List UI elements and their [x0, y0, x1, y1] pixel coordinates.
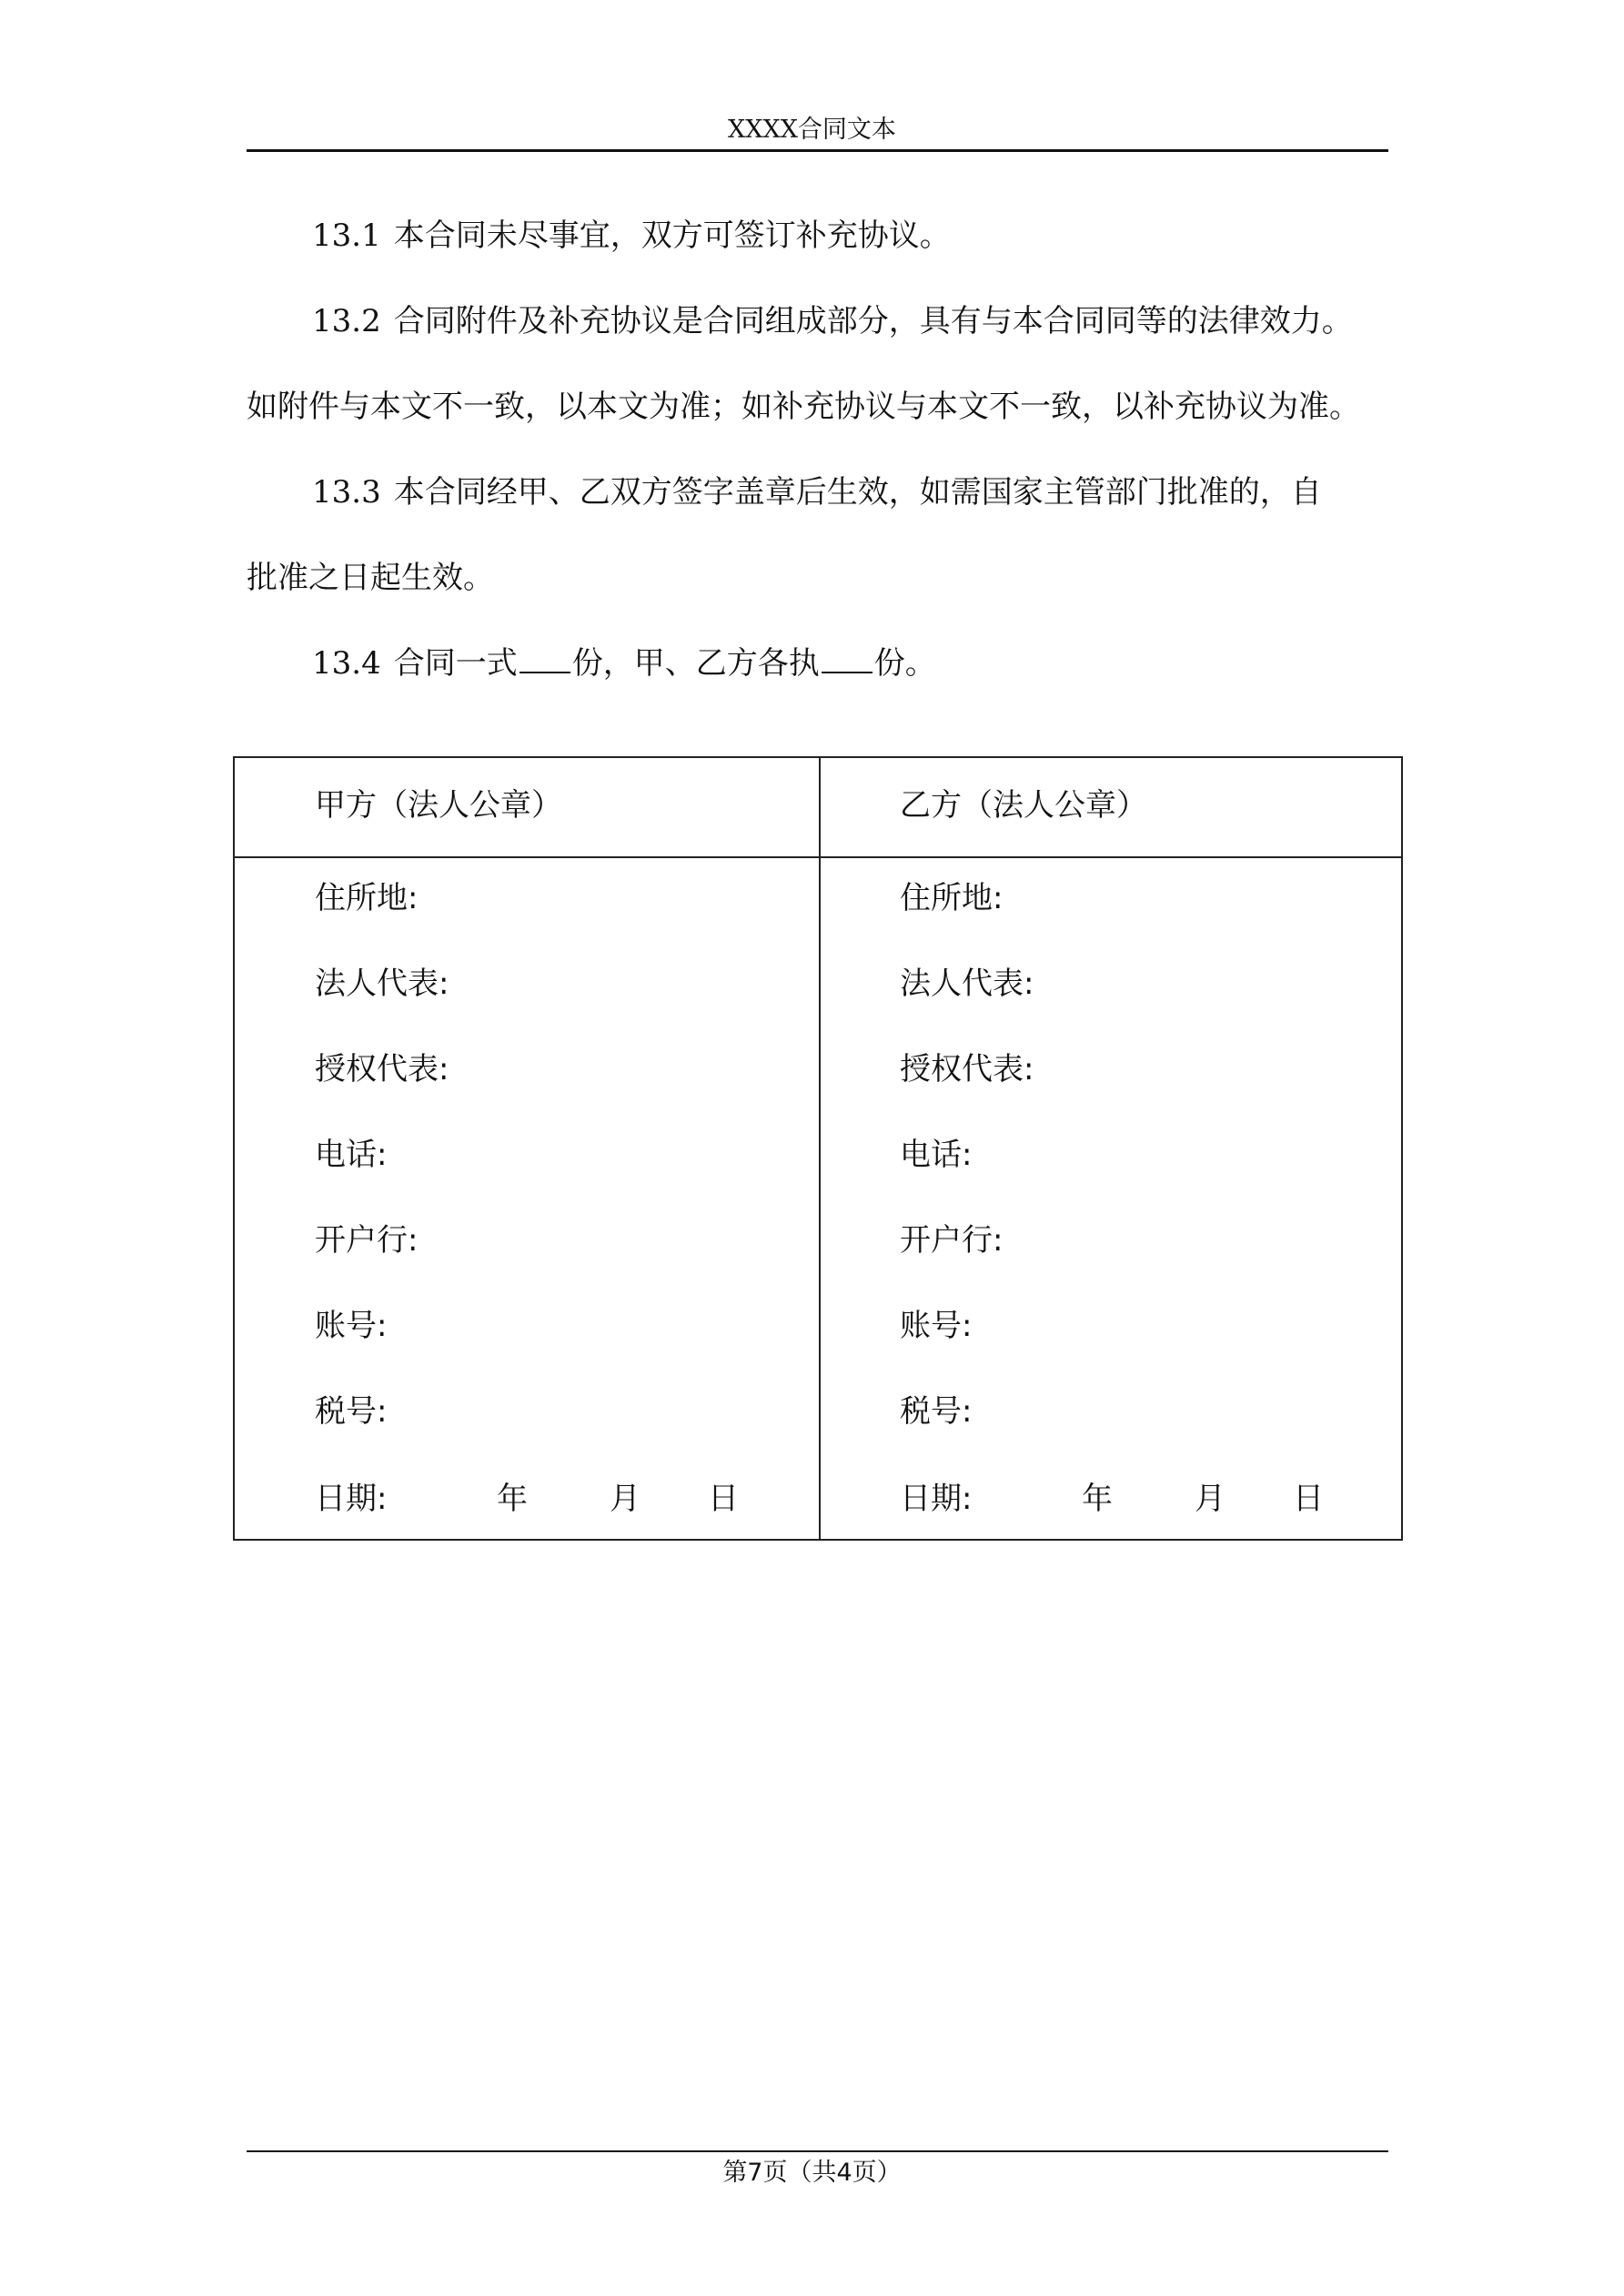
table-column-divider — [819, 758, 821, 1539]
clause-number: 13.3 — [312, 474, 381, 511]
clause-number: 13.1 — [312, 217, 381, 254]
clause-text: 合同一式 — [393, 645, 518, 682]
party-b-date-year: 年 — [1082, 1481, 1113, 1517]
party-b-account-label: 账号: — [900, 1308, 973, 1344]
footer-divider — [247, 2150, 1388, 2152]
party-a-legal-rep-label: 法人代表: — [315, 966, 449, 1002]
clause-text: 本合同未尽事宜，双方可签订补充协议。 — [393, 217, 951, 254]
clause-number: 13.4 — [312, 645, 381, 682]
party-b-phone-label: 电话: — [900, 1137, 973, 1173]
party-a-phone-label: 电话: — [315, 1137, 388, 1173]
clause-13-1 — [312, 216, 1468, 256]
party-b-fields — [900, 878, 1034, 1477]
party-b-title: 乙方（法人公章） — [900, 787, 1147, 824]
party-b-date-row — [900, 1479, 1373, 1519]
party-a-date-year: 年 — [497, 1481, 528, 1517]
party-b-date-month: 月 — [1195, 1481, 1226, 1517]
party-a-date-day: 日 — [708, 1481, 739, 1517]
page-number: 第7页（共4页） — [722, 2159, 902, 2187]
party-b-legal-rep-label: 法人代表: — [900, 966, 1034, 1002]
clause-13-2 — [312, 301, 1468, 341]
party-a-date-label: 日期: — [315, 1481, 388, 1517]
party-b-date-day: 日 — [1293, 1481, 1324, 1517]
party-a-title: 甲方（法人公章） — [315, 787, 562, 824]
party-a-account-label: 账号: — [315, 1308, 388, 1344]
party-b-date-label: 日期: — [900, 1481, 973, 1517]
copies-total-blank[interactable] — [519, 644, 570, 673]
party-b-address-label: 住所地: — [900, 880, 1004, 916]
party-a-bank-label: 开户行: — [315, 1222, 419, 1259]
clause-13-4 — [312, 643, 1468, 683]
party-a-fields — [315, 878, 449, 1477]
party-a-date-row — [315, 1479, 788, 1519]
clause-13-3-continued — [247, 558, 1402, 598]
header-divider — [247, 149, 1388, 152]
clause-text: 如附件与本文不一致，以本文为准；如补充协议与本文不一致，以补充协议为准。 — [247, 389, 1360, 425]
copies-each-blank[interactable] — [822, 644, 873, 673]
document-header-title: XXXX合同文本 — [728, 116, 896, 144]
party-a-address-label: 住所地: — [315, 880, 419, 916]
party-a-date-month: 月 — [610, 1481, 641, 1517]
clause-13-3 — [312, 472, 1468, 512]
party-b-tax-id-label: 税号: — [900, 1393, 973, 1430]
party-b-authorized-rep-label: 授权代表: — [900, 1051, 1034, 1087]
table-row-divider — [235, 856, 1401, 858]
clause-text: 合同附件及补充协议是合同组成部分，具有与本合同同等的法律效力。 — [393, 303, 1353, 339]
party-a-authorized-rep-label: 授权代表: — [315, 1051, 449, 1087]
clause-number: 13.2 — [312, 303, 381, 339]
clause-text: 本合同经甲、乙双方签字盖章后生效，如需国家主管部门批准的，自 — [393, 474, 1322, 511]
clause-text: 份，甲、乙方各执 — [571, 645, 820, 682]
party-a-tax-id-label: 税号: — [315, 1393, 388, 1430]
clause-13-2-continued — [247, 387, 1402, 427]
clause-text: 份。 — [873, 645, 936, 682]
signature-table — [233, 756, 1403, 1541]
party-b-bank-label: 开户行: — [900, 1222, 1004, 1259]
clause-text: 批准之日起生效。 — [247, 560, 494, 596]
